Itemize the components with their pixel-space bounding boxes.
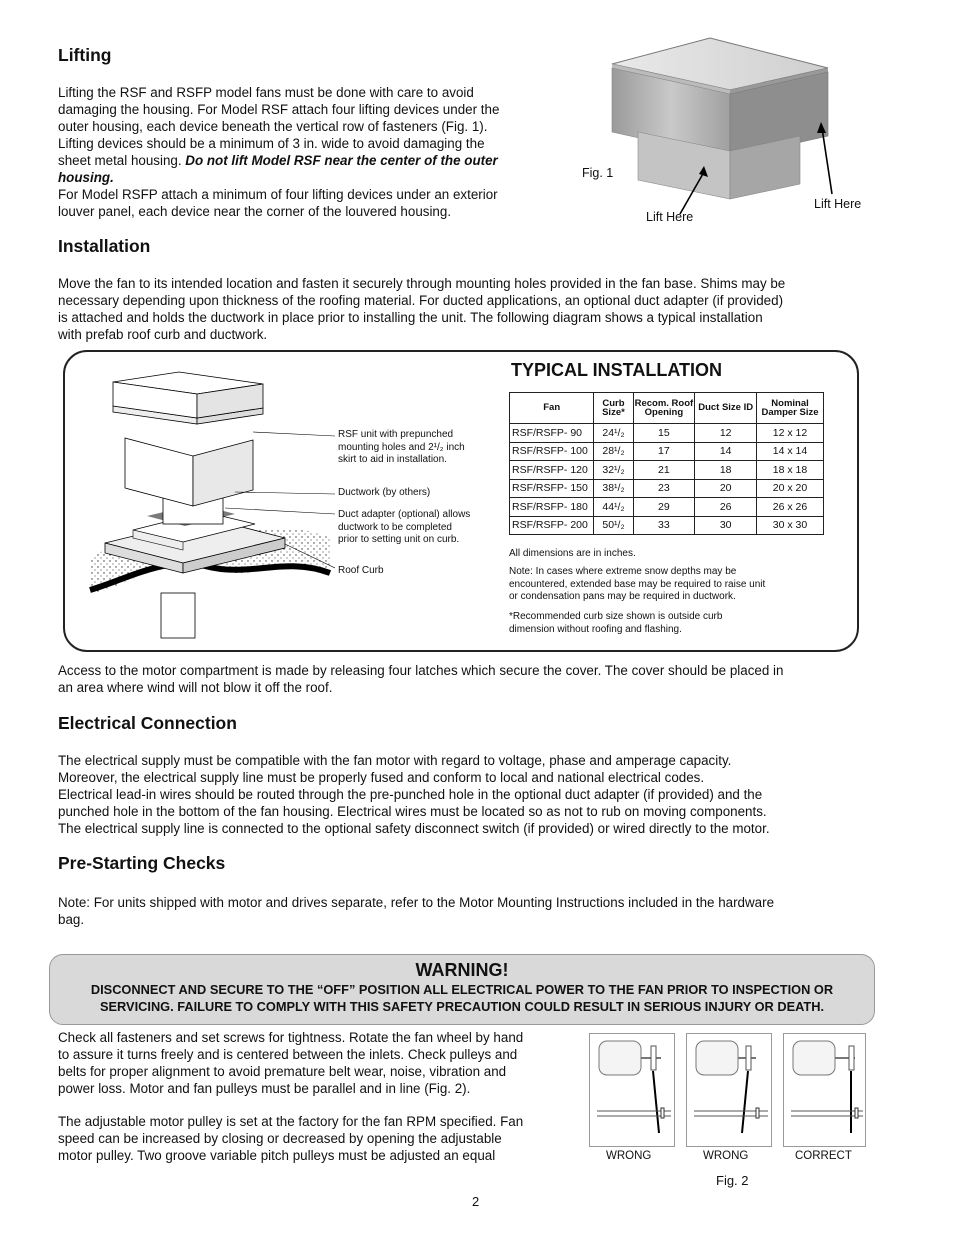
table-cell: RSF/RSFP- 200 (510, 516, 594, 535)
fig2-label-wrong-1: WRONG (606, 1150, 652, 1162)
table-cell: 17 (633, 442, 695, 461)
lift-here-left-label: Lift Here (646, 210, 694, 224)
pulley-paragraph (58, 1113, 583, 1164)
table-cell: 28¹/₂ (594, 442, 633, 461)
label-rsf-unit (338, 429, 465, 467)
table-cell: RSF/RSFP- 120 (510, 461, 594, 480)
installation-heading: Installation (58, 236, 151, 256)
text-line: Note: For units shipped with motor and drives separate, refer to the Motor Mounting Instructions included in the hardware (58, 895, 775, 910)
text-line: Moreover, the electrical supply line must be properly fused and conform to local and national electrical codes. (58, 770, 705, 785)
check-paragraph (58, 1029, 583, 1097)
table-cell: 20 x 20 (757, 479, 824, 498)
column-header: Fan (510, 393, 594, 424)
table-cell: 20 (695, 479, 757, 498)
table-cell: 24¹/₂ (594, 424, 633, 443)
text-line (58, 169, 558, 186)
text-line: The adjustable motor pulley is set at the factory for the fan RPM specified. Fan (58, 1114, 524, 1129)
table-row (510, 442, 824, 461)
text-line: motor pulley. Two groove variable pitch pulleys must be adjusted an equal (58, 1148, 496, 1163)
fig2-label-correct: CORRECT (795, 1150, 852, 1162)
table-cell: 12 x 12 (757, 424, 824, 443)
text-line: encountered, extended base may be required to raise unit (509, 578, 766, 590)
text-line: punched hole in the bottom of the fan housing. Electrical wires must be located so as not to rub on moving components. (58, 804, 767, 819)
table-cell: 38¹/₂ (594, 479, 633, 498)
table-cell: 14 x 14 (757, 442, 824, 461)
electrical-heading: Electrical Connection (58, 713, 237, 733)
text-line: For Model RSFP attach a minimum of four lifting devices under an exterior (58, 187, 498, 202)
text-line: with prefab roof curb and ductwork. (58, 327, 268, 342)
prestart-note (58, 894, 908, 928)
table-header-row (510, 393, 824, 424)
electrical-paragraph (58, 752, 908, 837)
label-ductwork: Ductwork (by others) (338, 487, 431, 498)
text-line: Duct adapter (optional) allows (338, 509, 471, 520)
warning-emphasis: housing. (58, 170, 114, 185)
table-cell: 18 x 18 (757, 461, 824, 480)
table-cell: 21 (633, 461, 695, 480)
table-cell: 23 (633, 479, 695, 498)
table-cell: RSF/RSFP- 100 (510, 442, 594, 461)
spec-table (509, 392, 824, 535)
text-line: an area where wind will not blow it off the roof. (58, 680, 333, 695)
installation-paragraph (58, 275, 908, 343)
label-duct-adapter (338, 509, 470, 547)
lift-here-right-label: Lift Here (814, 197, 862, 211)
table-cell: 18 (695, 461, 757, 480)
text-line: Lifting devices should be a minimum of 3 in. wide to avoid damaging the (58, 136, 485, 151)
typical-installation-title: TYPICAL INSTALLATION (511, 360, 722, 380)
table-cell: 26 (695, 498, 757, 517)
table-cell: 15 (633, 424, 695, 443)
text-line: belts for proper alignment to avoid premature belt wear, noise, vibration and (58, 1064, 507, 1079)
pulley-alignment-wrong-1 (589, 1033, 675, 1147)
table-cell: 26 x 26 (757, 498, 824, 517)
table-cell: 12 (695, 424, 757, 443)
table-cell: RSF/RSFP- 180 (510, 498, 594, 517)
lifting-heading: Lifting (58, 45, 112, 65)
text-line: speed can be increased by closing or decreased by opening the adjustable (58, 1131, 502, 1146)
text-line: The electrical supply line is connected to the optional safety disconnect switch (if provided) or wired directly to the motor. (58, 821, 770, 836)
access-paragraph (58, 662, 908, 696)
text-line: to assure it turns freely and is centered between the inlets. Check pulleys and (58, 1047, 518, 1062)
text-line: Note: In cases where extreme snow depths may be (509, 566, 737, 577)
note-curb (509, 611, 722, 636)
text-span: sheet metal housing. (58, 153, 186, 168)
table-cell: 14 (695, 442, 757, 461)
text-line: *Recommended curb size shown is outside curb (509, 611, 723, 622)
text-line: damaging the housing. For Model RSF attach four lifting devices under the (58, 102, 500, 117)
fig2-caption: Fig. 2 (716, 1173, 749, 1188)
table-row (510, 479, 824, 498)
table-row (510, 461, 824, 480)
page-number: 2 (472, 1194, 480, 1209)
table-row (510, 424, 824, 443)
text-line: is attached and holds the ductwork in place prior to installing the unit. The following diagram shows a typical installation (58, 310, 763, 325)
table-cell: 50¹/₂ (594, 516, 633, 535)
text-line: skirt to aid in installation. (338, 454, 447, 465)
text-line: DISCONNECT AND SECURE TO THE “OFF” POSITION ALL ELECTRICAL POWER TO THE FAN PRIOR TO INSPECTION OR (90, 982, 834, 997)
warning-emphasis: Do not lift Model RSF near the center of the outer (185, 153, 498, 168)
text-line: outer housing, each device beneath the vertical row of fasteners (Fig. 1). (58, 119, 488, 134)
text-line: prior to setting unit on curb. (338, 534, 460, 545)
text-line: Lifting the RSF and RSFP model fans must be done with care to avoid (58, 85, 474, 100)
table-cell: 30 (695, 516, 757, 535)
warning-box (49, 954, 875, 1025)
text-line: louver panel, each device near the corner of the louvered housing. (58, 204, 452, 219)
text-line: power loss. Motor and fan pulleys must be parallel and in line (Fig. 2). (58, 1081, 471, 1096)
table-cell: 32¹/₂ (594, 461, 633, 480)
table-cell: 33 (633, 516, 695, 535)
prestart-heading: Pre-Starting Checks (58, 853, 226, 873)
installation-diagram (85, 368, 335, 640)
text-line: Access to the motor compartment is made by releasing four latches which secure the cover. The cover should be placed in (58, 663, 784, 678)
pulley-alignment-correct (783, 1033, 866, 1147)
text-line: SERVICING. FAILURE TO COMPLY WITH THIS SAFETY PRECAUTION COULD RESULT IN SERIOUS INJURY OR DEATH. (99, 999, 825, 1014)
text-line: dimension without roofing and flashing. (509, 623, 682, 635)
text-line (58, 152, 558, 169)
text-line: or condensation pans may be required in ductwork. (509, 591, 736, 602)
note-snow (509, 566, 765, 604)
text-line: bag. (58, 912, 85, 927)
table-cell: RSF/RSFP- 90 (510, 424, 594, 443)
note-dimensions: All dimensions are in inches. (509, 548, 636, 559)
pulley-alignment-wrong-2 (686, 1033, 772, 1147)
fan-housing-illustration (600, 34, 840, 234)
table-cell: 44¹/₂ (594, 498, 633, 517)
fig1-caption: Fig. 1 (582, 166, 614, 180)
label-roof-curb: Roof Curb (338, 565, 384, 576)
warning-title: WARNING! (415, 960, 509, 980)
column-header: Recom. Roof Opening (633, 393, 695, 424)
text-line: Electrical lead-in wires should be routed through the pre-punched hole in the optional duct adapter (if provided) and the (58, 787, 763, 802)
text-line: mounting holes and 2¹/₂ inch (338, 441, 465, 453)
text-line: Check all fasteners and set screws for tightness. Rotate the fan wheel by hand (58, 1030, 524, 1045)
table-cell: RSF/RSFP- 150 (510, 479, 594, 498)
text-line: ductwork to be completed (338, 521, 452, 533)
text-line: necessary depending upon thickness of the roofing material. For ducted applications, an optional duct adapter (if provided) (58, 293, 784, 308)
column-header: Curb Size* (594, 393, 633, 424)
column-header: Duct Size ID (695, 393, 757, 424)
table-row (510, 498, 824, 517)
text-line: RSF unit with prepunched (338, 429, 454, 440)
fig2-label-wrong-2: WRONG (703, 1150, 749, 1162)
warning-text (50, 981, 874, 1015)
lifting-paragraph (58, 84, 558, 220)
column-header: Nominal Damper Size (757, 393, 824, 424)
table-cell: 30 x 30 (757, 516, 824, 535)
text-line: The electrical supply must be compatible with the fan motor with regard to voltage, phase and amperage capacity. (58, 753, 732, 768)
text-line: Move the fan to its intended location and fasten it securely through mounting holes provided in the fan base. Shims may be (58, 276, 786, 291)
table-row (510, 516, 824, 535)
table-cell: 29 (633, 498, 695, 517)
